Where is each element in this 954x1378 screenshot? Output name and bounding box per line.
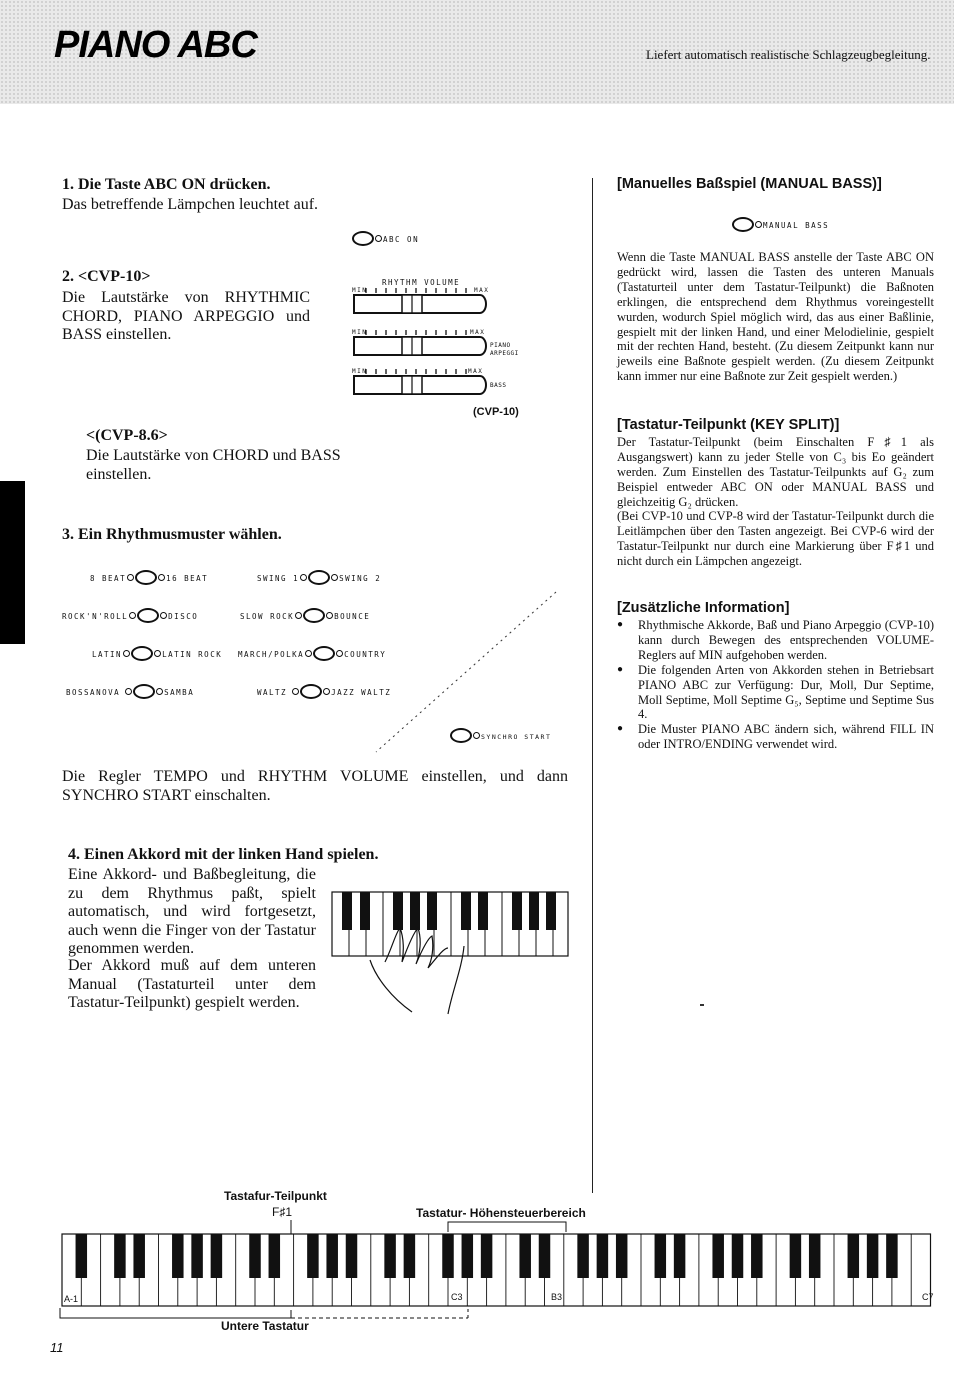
rhythm-button-icon: [133, 684, 155, 699]
split-point-label: Tastafur-Teilpunkt: [224, 1189, 327, 1203]
label-country: COUNTRY: [344, 650, 387, 659]
black-key: [867, 1234, 879, 1278]
step2-heading: 2. <CVP-10>: [62, 268, 151, 285]
step4-text1: Eine Akkord- und Baßbegleitung, die zu dem Rhythmus paßt, spielt automatisch, und wird fortgesetzt, auch wenn die Finger von der Tastatur genommen werden.: [68, 866, 316, 957]
split-note-label: F♯1: [272, 1205, 293, 1219]
black-key: [172, 1234, 184, 1278]
lamp-icon: [154, 650, 161, 657]
rhythm-button-icon: [131, 646, 153, 661]
black-key: [76, 1234, 88, 1278]
black-key: [481, 1234, 493, 1278]
lamp-icon: [326, 612, 333, 619]
page-subtitle: Liefert automatisch realistische Schlagzeugbegleitung.: [646, 47, 931, 62]
key-label-a: A-1: [64, 1294, 79, 1304]
black-key: [790, 1234, 802, 1278]
label-rocknroll: ROCK'N'ROLL: [62, 612, 129, 621]
page-title: PIANO ABC: [54, 24, 257, 66]
page-number: 11: [50, 1340, 64, 1355]
lamp-icon: [156, 688, 163, 695]
black-key: [404, 1234, 416, 1278]
manual-bass-button-icon: [732, 217, 754, 232]
label-latin: LATIN: [92, 650, 123, 659]
lamp-icon: [331, 574, 338, 581]
cvp10-caption: (CVP-10): [473, 406, 519, 418]
slider3-max: MAX: [468, 368, 484, 375]
label-marchpolka: MARCH/POLKA: [238, 650, 305, 659]
abc-on-button-icon: [352, 231, 374, 246]
black-key: [114, 1234, 126, 1278]
synchro-start-control[interactable]: [450, 726, 551, 744]
step3-heading: 3. Ein Rhythmusmuster wählen.: [62, 526, 282, 543]
step1-heading: 1. Die Taste ABC ON drücken.: [62, 176, 271, 193]
black-key: [191, 1234, 203, 1278]
manual-bass-lamp-icon: [755, 221, 762, 228]
black-key: [674, 1234, 686, 1278]
rhythm-rocknroll-disco[interactable]: [62, 606, 198, 624]
black-key: [732, 1234, 744, 1278]
black-key: [307, 1234, 319, 1278]
rhythm-bossanova-samba[interactable]: [66, 682, 194, 700]
range-label: Tastatur- Höhensteuerbereich: [416, 1206, 586, 1220]
bass-slider[interactable]: [352, 368, 492, 396]
key-label-c7: C7: [922, 1292, 934, 1302]
key-label-c3: C3: [451, 1292, 463, 1302]
black-key: [848, 1234, 860, 1278]
bass-label: BASS: [490, 382, 507, 389]
black-key: [655, 1234, 667, 1278]
rhythm-latin-latinrock[interactable]: [92, 644, 222, 662]
stray-mark: [700, 1004, 704, 1006]
lamp-icon: [158, 574, 165, 581]
lamp-icon: [336, 650, 343, 657]
lamp-icon: [125, 688, 132, 695]
label-samba: SAMBA: [164, 688, 195, 697]
synchro-start-label: SYNCHRO START: [481, 733, 552, 741]
slider3-min: MIN: [352, 368, 368, 375]
rhythm-button-icon: [308, 570, 330, 585]
key-split-heading: [Tastatur-Teilpunkt (KEY SPLIT)]: [617, 417, 840, 433]
hand-on-keyboard-illustration: [330, 888, 572, 1018]
lamp-icon: [295, 612, 302, 619]
label-latinrock: LATIN ROCK: [162, 650, 223, 659]
black-key: [211, 1234, 223, 1278]
slider2-min: MIN: [352, 329, 368, 336]
black-key: [886, 1234, 898, 1278]
arpeggio-label: ARPEGGI: [490, 350, 519, 357]
rhythm-button-icon: [135, 570, 157, 585]
lamp-icon: [300, 574, 307, 581]
label-slowrock: SLOW ROCK: [240, 612, 295, 621]
key-label-b3: B3: [551, 1292, 563, 1302]
black-key: [539, 1234, 551, 1278]
black-key: [712, 1234, 724, 1278]
manual-bass-text: Wenn die Taste MANUAL BASS anstelle der Taste ABC ON gedrückt wird, lassen die Tasten des unteren Manuals (Tastaturteil unter dem Tastatur-Teilpunkt) die Baßnoten erklingen, die entsprechend dem Rhythmus voreingestellt wurden, wodurch Spiel möglich wird, das aus einer Baßlinie, gespielt mit der linken Hand, und einer Melodielinie, gespielt mit der rechten Hand, besteht. (Zu diesem Zeitpunkt kann nur jeweils eine Baßnote gespielt werden. (Zu diesem Zeitpunkt kann immer nur eine Baßnote zur Zeit gespielt werden.): [617, 250, 934, 384]
rhythm-volume-slider[interactable]: [352, 287, 492, 315]
rhythm-button-grid: [62, 568, 422, 708]
step2-text: Die Lautstärke von RHYTHMIC CHORD, PIANO ARPEGGIO und BASS einstellen.: [62, 289, 310, 343]
rhythm-swing1-swing2[interactable]: [257, 568, 381, 586]
rhythm-button-icon: [300, 684, 322, 699]
manual-bass-label: MANUAL BASS: [763, 221, 830, 230]
rhythm-volume-label: RHYTHM VOLUME: [382, 278, 461, 287]
label-jazzwaltz: JAZZ WALTZ: [331, 688, 392, 697]
black-key: [346, 1234, 358, 1278]
lamp-icon: [323, 688, 330, 695]
lamp-icon: [160, 612, 167, 619]
column-divider: [592, 178, 593, 1193]
list-item: ● Die folgenden Arten von Akkorden stehen in Betriebsart PIANO ABC zur Verfügung: Dur, Moll, Dur Septime, Moll Septime, Moll Septime G₅, Septime und Septime Sus 4.: [617, 663, 934, 723]
abc-on-label: ABC ON: [383, 235, 420, 244]
label-waltz: WALTZ: [257, 688, 288, 697]
lamp-icon: [129, 612, 136, 619]
synchro-start-button-icon: [450, 728, 472, 743]
manual-bass-control[interactable]: [732, 215, 829, 233]
rhythm-button-icon: [137, 608, 159, 623]
black-key: [326, 1234, 338, 1278]
black-key: [442, 1234, 454, 1278]
slider1-min: MIN: [352, 287, 368, 294]
label-swing2: SWING 2: [339, 574, 382, 583]
black-key: [751, 1234, 763, 1278]
black-key: [809, 1234, 821, 1278]
black-key: [462, 1234, 474, 1278]
black-key: [269, 1234, 281, 1278]
key-split-text2: (Bei CVP-10 und CVP-8 wird der Tastatur-Teilpunkt durch die Leitlämpchen über den Tasten angezeigt. Bei CVP-6 wird der Tastatur-Teilpunkt nur durch eine Markierung über F♯1 und nicht durch ein Lämpchen angezeigt.: [617, 509, 934, 568]
slider1-max: MAX: [474, 287, 490, 294]
label-disco: DISCO: [168, 612, 199, 621]
slider2-max: MAX: [470, 329, 486, 336]
volume-sliders-illustration: [352, 278, 532, 398]
step1-text: Das betreffende Lämpchen leuchtet auf.: [62, 196, 319, 213]
lamp-icon: [127, 574, 134, 581]
list-item: ● Rhythmische Akkorde, Baß und Piano Arpeggio (CVP-10) kann durch Bewegen des entsprechenden VOLUME-Reglers auf MIN aufgehoben werden.: [617, 618, 934, 663]
step4-text2: Der Akkord muß auf dem unteren Manual (Tastaturteil unter dem Tastatur-Teilpunkt) gespielt werden.: [68, 957, 316, 1011]
label-8beat: 8 BEAT: [90, 574, 127, 583]
black-key: [577, 1234, 589, 1278]
step3-text: Die Regler TEMPO und RHYTHM VOLUME einstellen, und dann SYNCHRO START einschalten.: [62, 768, 568, 804]
abc-on-control: [352, 229, 419, 247]
cvp86-text: Die Lautstärke von CHORD und BASS einstellen.: [86, 447, 341, 483]
piano-label: PIANO: [490, 342, 511, 349]
black-key: [133, 1234, 145, 1278]
rhythm-button-icon: [313, 646, 335, 661]
additional-info-list: [617, 618, 934, 752]
rhythm-8beat-16beat[interactable]: [90, 568, 208, 586]
black-key: [519, 1234, 531, 1278]
manual-bass-heading: [Manuelles Baßspiel (MANUAL BASS)]: [617, 176, 882, 192]
label-swing1: SWING 1: [257, 574, 300, 583]
additional-info-heading: [Zusätzliche Information]: [617, 600, 790, 616]
rhythm-button-icon: [303, 608, 325, 623]
black-key: [597, 1234, 609, 1278]
label-16beat: 16 BEAT: [166, 574, 209, 583]
lamp-icon: [123, 650, 130, 657]
piano-arpeggio-slider[interactable]: [352, 329, 492, 357]
abc-on-lamp-icon: [375, 235, 382, 242]
label-bossanova: BOSSANOVA: [66, 688, 121, 697]
lamp-icon: [305, 650, 312, 657]
full-keyboard-diagram: [58, 1218, 938, 1328]
lamp-icon: [292, 688, 299, 695]
rhythm-marchpolka-country[interactable]: [238, 644, 386, 662]
black-key: [384, 1234, 396, 1278]
step4-heading: 4. Einen Akkord mit der linken Hand spielen.: [68, 846, 379, 863]
black-key: [249, 1234, 261, 1278]
synchro-lamp-icon: [473, 732, 480, 739]
black-key: [616, 1234, 628, 1278]
rhythm-slowrock-bounce[interactable]: [240, 606, 370, 624]
list-item: ● Die Muster PIANO ABC ändern sich, während FILL IN oder INTRO/ENDING verwendet wird.: [617, 722, 934, 752]
lower-keyboard-label: Untere Tastatur: [221, 1319, 309, 1333]
key-split-text1: Der Tastatur-Teilpunkt (beim Einschalten F♯1 als Ausgangswert) kann zu jeder Stelle von C₃ bis Eo geändert werden. Zum Einstellen des Tastatur-Teilpunkts auf G₂ zum Beispiel entweder ABC ON oder MANUAL BASS und gleichzeitig G₂ drücken.: [617, 435, 934, 509]
cvp86-heading: <(CVP-8.6>: [86, 427, 168, 444]
label-bounce: BOUNCE: [334, 612, 371, 621]
side-tab-marker: [0, 481, 25, 644]
